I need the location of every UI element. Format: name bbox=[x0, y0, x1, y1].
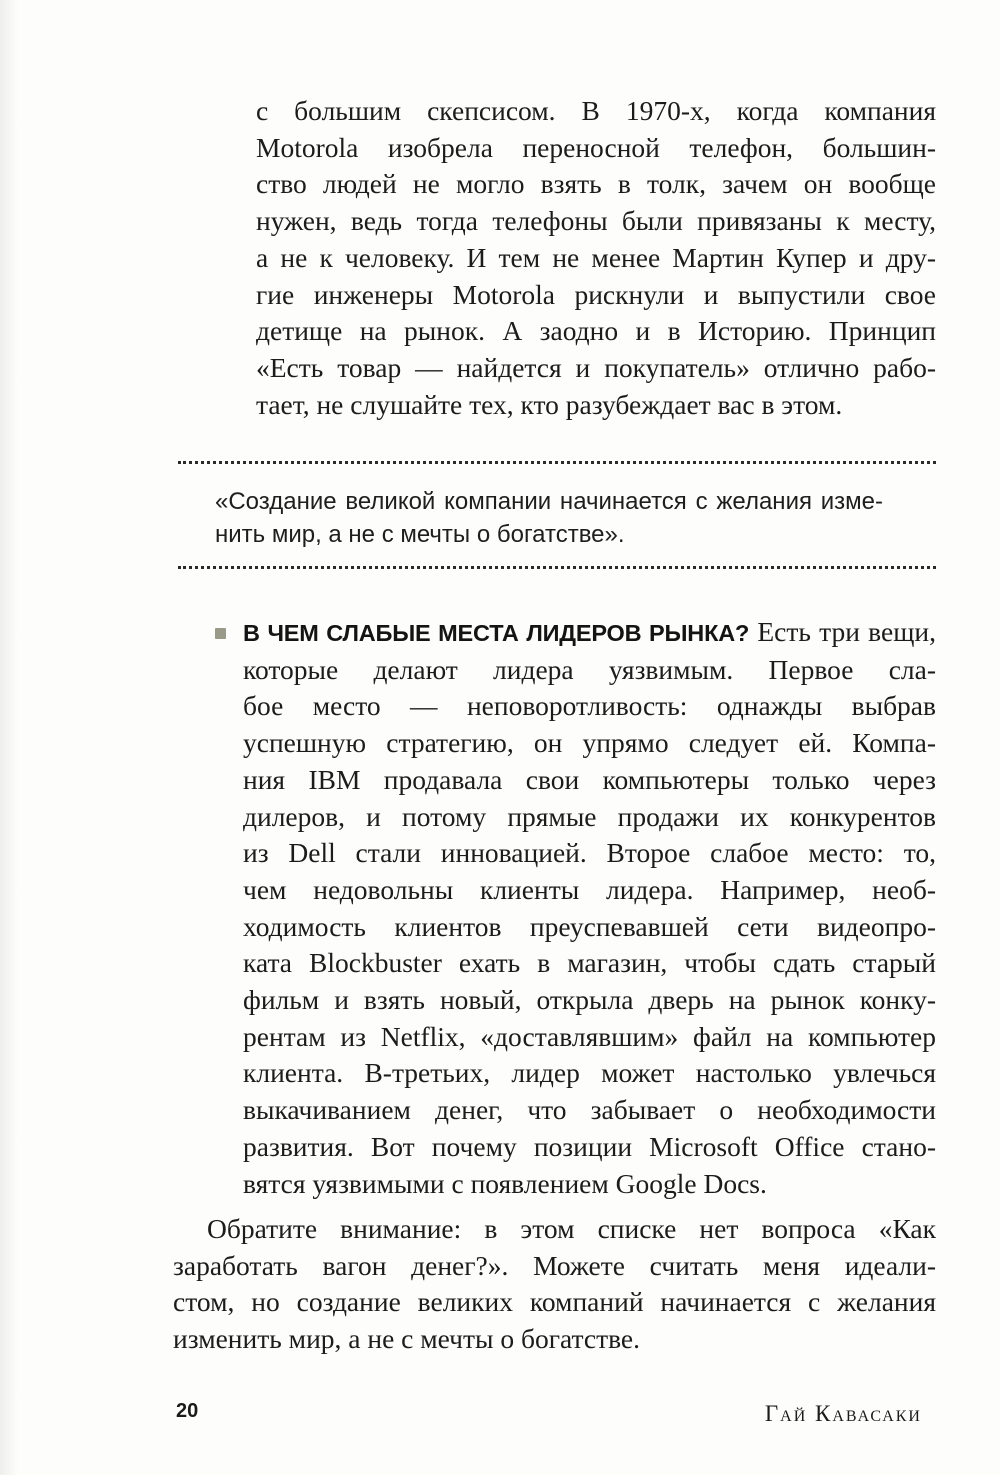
paragraph-conclusion bbox=[173, 1211, 936, 1358]
text-line: ния IBM продавала свои компьютеры только через bbox=[243, 763, 936, 795]
bullet-square-icon bbox=[215, 628, 226, 639]
text-line: развития. Вот почему позиции Microsoft Office стано- bbox=[243, 1130, 936, 1162]
page-number: 20 bbox=[176, 1400, 199, 1422]
text-line: чем недовольны клиенты лидера. Например, необ- bbox=[243, 873, 936, 905]
text-line: клиента. В-третьих, лидер может настолько увлечься bbox=[243, 1057, 936, 1089]
paragraph-motorola bbox=[256, 93, 936, 423]
pull-quote bbox=[215, 485, 883, 551]
text-line: вятся уязвимыми с появлением Google Docs. bbox=[243, 1167, 767, 1199]
text-line: выкачиванием денег, что забывает о необходимости bbox=[243, 1094, 936, 1126]
text-line: успешную стратегию, он упрямо следует ей. Компа- bbox=[243, 727, 936, 759]
text-line: ство людей не могло взять в толк, зачем он вообще bbox=[256, 168, 936, 200]
page-fold-shadow bbox=[0, 0, 18, 1475]
text-line: стом, но создание великих компаний начинается с желания bbox=[173, 1286, 936, 1318]
text-line: Обратите внимание: в этом списке нет вопроса «Как bbox=[207, 1213, 936, 1244]
running-footer-author: Гай Кавасаки bbox=[764, 1401, 922, 1426]
text-line: заработать вагон денег?». Можете считать меня идеали- bbox=[173, 1249, 936, 1281]
quote-line: «Создание великой компании начинается с желания изме- bbox=[215, 488, 883, 515]
text-line: из Dell стали инновацией. Второе слабое место: то, bbox=[243, 837, 936, 869]
text-line: рентам из Netflix, «доставлявшим» файл на компьютер bbox=[243, 1020, 936, 1052]
text-line: бое место — неповоротливость: однажды выбрав bbox=[243, 690, 936, 722]
text-line: Motorola изобрела переносной телефон, большин- bbox=[256, 131, 936, 163]
text-line: дилеров, и потому прямые продажи их конкурентов bbox=[243, 800, 936, 832]
bullet-heading: В ЧЕМ СЛАБЫЕ МЕСТА ЛИДЕРОВ РЫНКА? bbox=[243, 620, 750, 646]
text-line: детище на рынок. А заодно и в Историю. Принцип bbox=[256, 315, 936, 347]
text-line: тает, не слушайте тех, кто разубеждает вас в этом. bbox=[256, 388, 843, 420]
text-line: «Есть товар — найдется и покупатель» отлично рабо- bbox=[256, 351, 936, 383]
text-line: ката Blockbuster ехать в магазин, чтобы сдать старый bbox=[243, 947, 936, 979]
text-line: фильм и взять новый, открыла дверь на рынок конку- bbox=[243, 984, 936, 1016]
text-line: а не к человеку. И тем не менее Мартин Купер и дру- bbox=[256, 241, 936, 273]
text-line: ходимость клиентов преуспевавшей сети видеопро- bbox=[243, 910, 936, 942]
bullet-item-market-leaders bbox=[243, 614, 936, 1202]
text-line: изменить мир, а не с мечты о богатстве. bbox=[173, 1323, 640, 1355]
text-line: нужен, ведь тогда телефоны были привязаны к месту, bbox=[256, 205, 936, 237]
pull-quote-bottom-divider bbox=[178, 566, 936, 569]
text-line: с большим скепсисом. В 1970-х, когда компания bbox=[256, 95, 936, 126]
text-line: гие инженеры Motorola рискнули и выпустили свое bbox=[256, 278, 936, 310]
bullet-first-line bbox=[243, 614, 936, 652]
text-line: которые делают лидера уязвимым. Первое сла- bbox=[243, 653, 936, 685]
bullet-first-line-text: Есть три вещи, bbox=[749, 616, 936, 647]
pull-quote-top-divider bbox=[178, 461, 936, 464]
quote-line: нить мир, а не с мечты о богатстве». bbox=[215, 521, 625, 548]
